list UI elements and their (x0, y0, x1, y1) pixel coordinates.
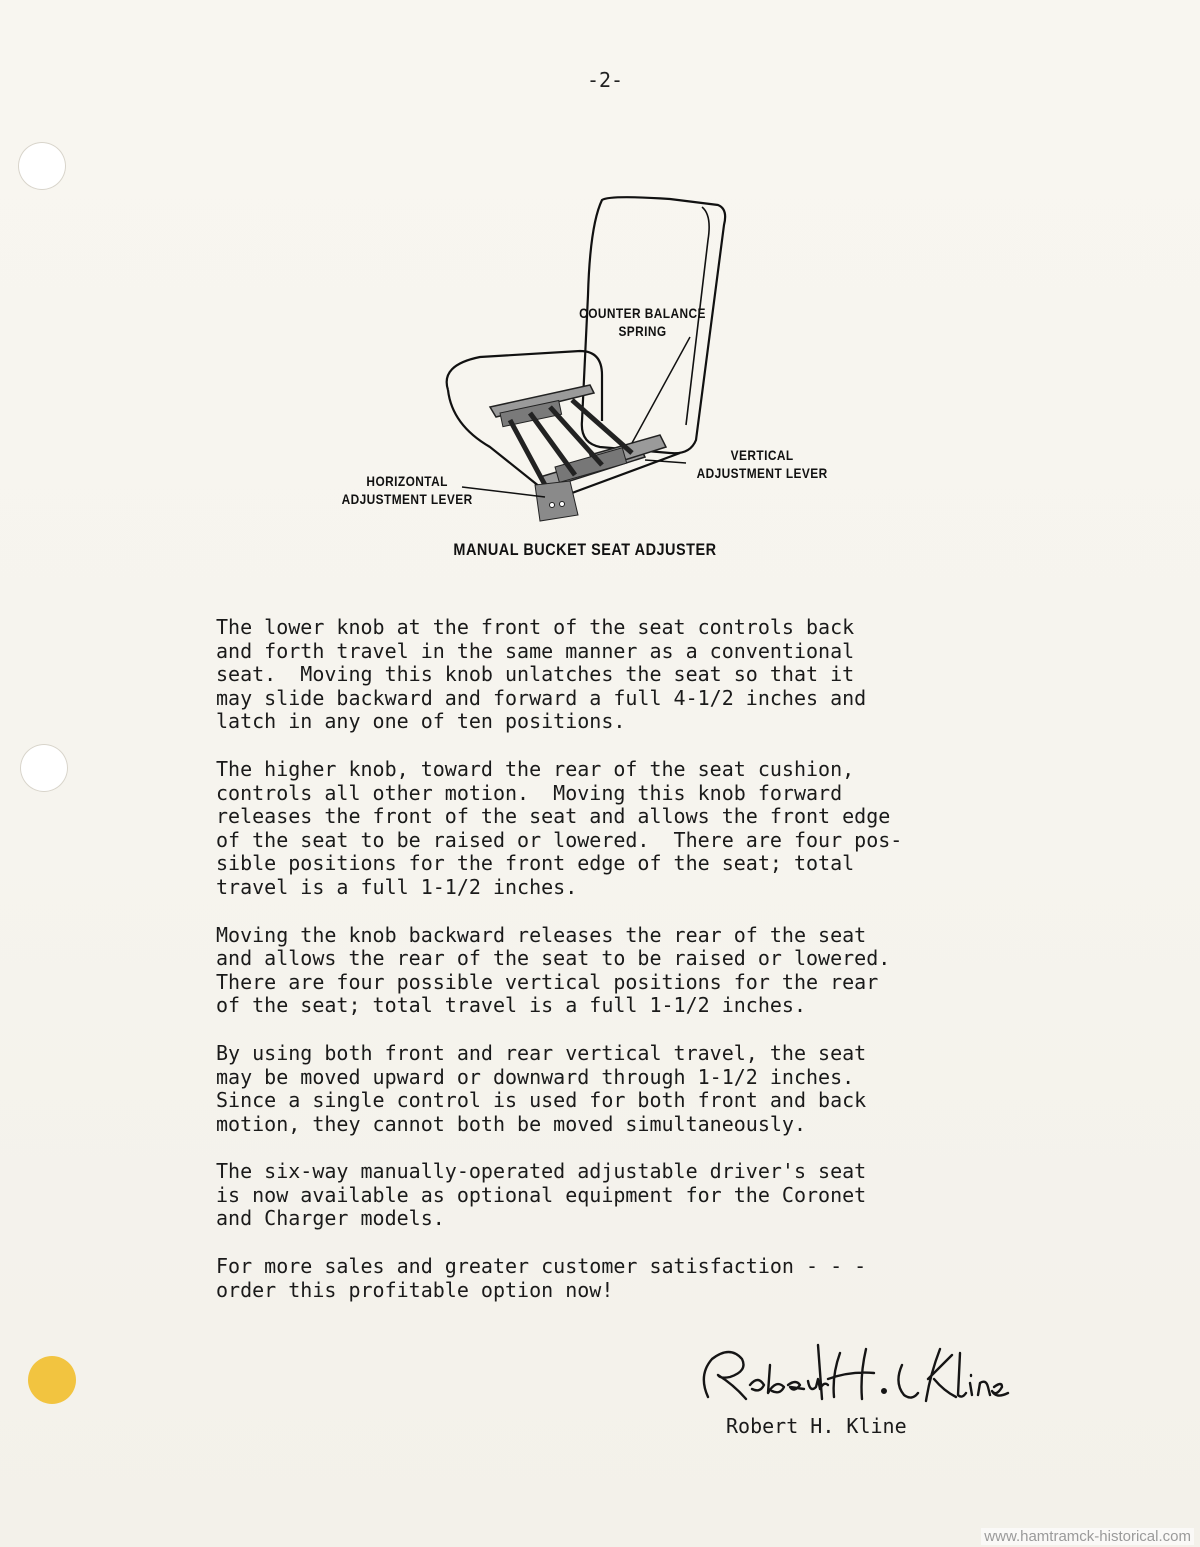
label-vertical-adjustment-lever: VERTICAL ADJUSTMENT LEVER (696, 447, 828, 481)
seat-adjuster-illustration (340, 185, 860, 530)
letter-body (216, 616, 1046, 1326)
handwritten-signature (690, 1335, 1010, 1415)
label-counter-balance-spring: COUNTER BALANCE SPRING (579, 305, 706, 339)
page-number: -2- (586, 68, 624, 92)
signer-name: Robert H. Kline (726, 1414, 907, 1438)
adjuster-mechanism (490, 385, 666, 521)
label-horizontal-adjustment-lever: HORIZONTAL ADJUSTMENT LEVER (341, 473, 473, 507)
punch-hole-top (18, 142, 66, 190)
paragraph: The higher knob, toward the rear of the seat cushion, controls all other motion. Moving this knob forward releases the front of the seat and allows the front edge of the seat to be raised or lowered. There are four pos- sible positions for the front edge of the seat; total travel is a full 1-1/2 inches. (216, 756, 903, 899)
leader-horizontal-lever (462, 487, 545, 497)
paragraph: Moving the knob backward releases the rear of the seat and allows the rear of the seat to be raised or lowered. There are four possible vertical positions for the rear of the seat; total travel is a full 1-1/2 inches. (216, 922, 891, 1018)
leader-counter-balance (632, 337, 690, 443)
paragraph: The lower knob at the front of the seat controls back and forth travel in the same manner as a conventional seat. Moving this knob unlatches the seat so that it may slide backward and forward a full 4-1/2 inches and latch in any one of ten positions. (216, 615, 867, 734)
paragraph: By using both front and rear vertical travel, the seat may be moved upward or downward through 1-1/2 inches. Since a single control is used for both front and back motion, they cannot both be moved simultaneously. (216, 1040, 867, 1136)
punch-hole-middle (20, 744, 68, 792)
figure-caption: MANUAL BUCKET SEAT ADJUSTER (453, 540, 717, 559)
website-watermark: www.hamtramck-historical.com (981, 1528, 1194, 1545)
paragraph: For more sales and greater customer satisfaction - - - order this profitable option now! (216, 1254, 867, 1302)
paragraph: The six-way manually-operated adjustable driver's seat is now available as optional equipment for the Coronet and Charger models. (216, 1159, 867, 1231)
punch-hole-bottom (28, 1356, 76, 1404)
